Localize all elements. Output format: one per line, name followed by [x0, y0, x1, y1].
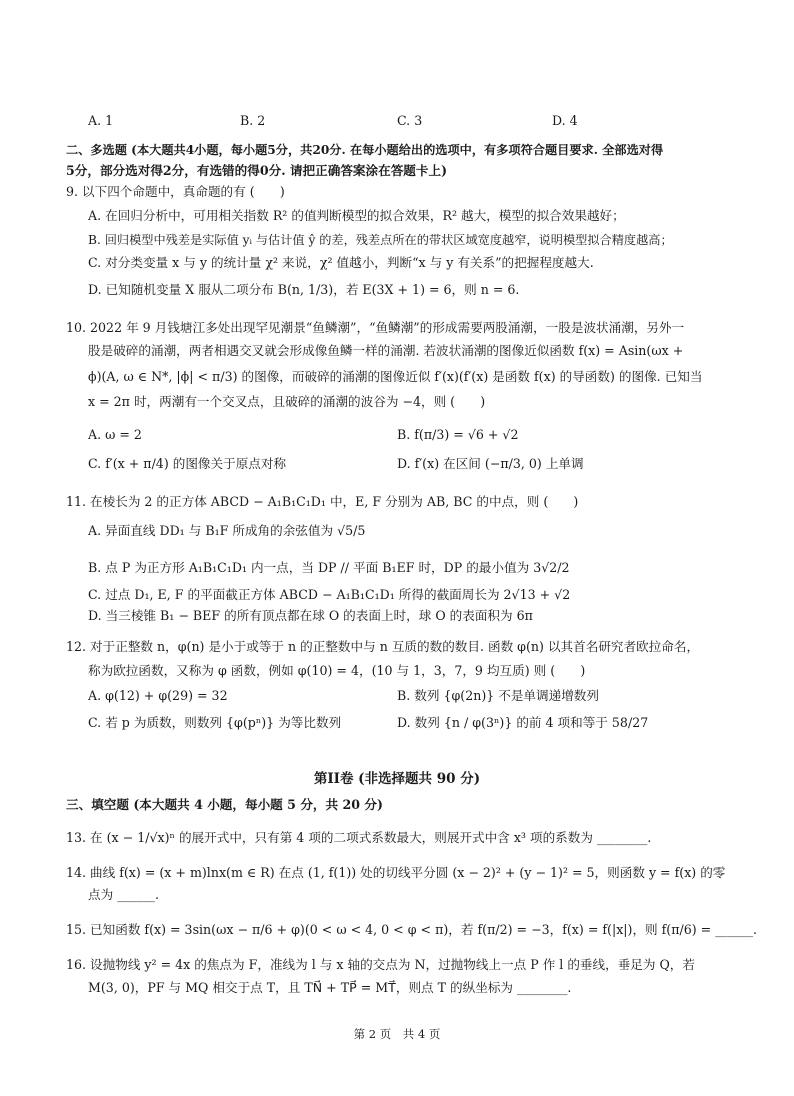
- q9-option-b: B. 回归模型中残差是实际值 yᵢ 与估计值 ŷ 的差，残差点所在的带状区域宽度越窄，说明模型拟合精度越高；: [88, 233, 673, 247]
- page-footer: 第 2 页 共 4 页: [353, 1027, 441, 1041]
- q10-line3: ϕ)(A, ω ∈ N*, |ϕ| < π/3) 的图像，而破碎的涌潮的图像近似 f′(x)(f′(x) 是函数 f(x) 的导函数) 的图像. 已知当: [88, 369, 703, 384]
- q9-option-a: A. 在回归分析中，可用相关指数 R² 的值判断模型的拟合效果，R² 越大，模型的拟合效果越好；: [88, 208, 625, 223]
- q14-line2: 点为 ______.: [88, 887, 159, 902]
- part2-title: 第II卷 (非选择题共 90 分): [313, 771, 481, 787]
- section3-header: 三、填空题 (本大题共 4 小题，每小题 5 分，共 20 分): [66, 797, 383, 812]
- q9-stem: 9. 以下四个命题中，真命题的有 ( ): [66, 184, 285, 199]
- q9-option-d: D. 已知随机变量 X 服从二项分布 B(n, 1/3)，若 E(3X + 1) = 6，则 n = 6.: [88, 282, 520, 297]
- q10-option-b: B. f(π/3) = √6 + √2: [397, 427, 519, 442]
- q10-option-c: C. f′(x + π/4) 的图像关于原点对称: [88, 456, 287, 471]
- q13-text: 13. 在 (x − 1/√x)ⁿ 的展开式中，只有第 4 项的二项式系数最大，则展开式中含 x³ 项的系数为 ________.: [66, 830, 652, 845]
- q8-option-d: D. 4: [552, 113, 578, 128]
- q12-line1: 12. 对于正整数 n，φ(n) 是小于或等于 n 的正整数中与 n 互质的数的数目. 函数 φ(n) 以其首名研究者欧拉命名，: [66, 639, 700, 654]
- q16-line2: M(3, 0)，PF 与 MQ 相交于点 T，且 TN⃗ + TP⃗ = MT⃗，则点 T 的纵坐标为 ________.: [88, 980, 572, 995]
- q12-option-b: B. 数列 {φ(2n)} 不是单调递增数列: [397, 688, 599, 703]
- q11-option-a: A. 异面直线 DD₁ 与 B₁F 所成角的余弦值为 √5/5: [88, 523, 366, 538]
- q8-option-c: C. 3: [397, 113, 423, 128]
- q12-option-a: A. φ(12) + φ(29) = 32: [88, 688, 228, 703]
- q10-option-a: A. ω = 2: [88, 427, 142, 442]
- q11-option-b: B. 点 P 为正方形 A₁B₁C₁D₁ 内一点，当 DP // 平面 B₁EF 时，DP 的最小值为 3√2/2: [88, 560, 570, 575]
- q15-text: 15. 已知函数 f(x) = 3sin(ωx − π/6 + φ)(0 < ω < 4, 0 < φ < π)，若 f(π/2) = −3，f(x) = f(|x|)，则 f(π/6) = ______.: [66, 922, 758, 937]
- q12-option-d: D. 数列 {n / φ(3ⁿ)} 的前 4 项和等于 58/27: [397, 715, 649, 730]
- q16-line1: 16. 设抛物线 y² = 4x 的焦点为 F，准线为 l 与 x 轴的交点为 N，过抛物线上一点 P 作 l 的垂线，垂足为 Q，若: [66, 957, 695, 972]
- q10-line4: x = 2π 时，两潮有一个交叉点，且破碎的涌潮的波谷为 −4，则 ( ): [88, 394, 486, 409]
- q10-line1: 10. 2022 年 9 月钱塘江多处出现罕见潮景“鱼鳞潮”，“鱼鳞潮”的形成需要两股涌潮，一股是波状涌潮，另外一: [66, 320, 685, 335]
- q9-option-c: C. 对分类变量 x 与 y 的统计量 χ² 来说，χ² 值越小，判断“x 与 y 有关系”的把握程度越大.: [88, 255, 594, 270]
- q10-option-d: D. f′(x) 在区间 (−π/3, 0) 上单调: [397, 456, 584, 471]
- q10-line2: 股是破碎的涌潮，两者相遇交叉就会形成像鱼鳞一样的涌潮. 若波状涌潮的图像近似函数 f(x) = Asin(ωx +: [88, 343, 684, 358]
- q8-option-a: A. 1: [88, 113, 114, 128]
- q11-stem: 11. 在棱长为 2 的正方体 ABCD − A₁B₁C₁D₁ 中，E, F 分别为 AB, BC 的中点，则 ( ): [66, 494, 579, 509]
- q8-option-b: B. 2: [240, 113, 266, 128]
- section2-header-line2: 5分，部分选对得2分，有选错的得0分. 请把正确答案涂在答题卡上): [66, 163, 448, 178]
- section2-header-line1: 二、多选题 (本大题共4小题，每小题5分，共20分. 在每小题给出的选项中，有多项符合题目要求. 全部选对得: [66, 143, 664, 157]
- q14-line1: 14. 曲线 f(x) = (x + m)lnx(m ∈ R) 在点 (1, f(1)) 处的切线平分圆 (x − 2)² + (y − 1)² = 5，则函数 y = f(x) 的零: [66, 865, 726, 880]
- q11-option-c: C. 过点 D₁, E, F 的平面截正方体 ABCD − A₁B₁C₁D₁ 所得的截面周长为 2√13 + √2: [88, 587, 571, 602]
- q11-option-d: D. 当三棱锥 B₁ − BEF 的所有顶点都在球 O 的表面上时，球 O 的表面积为 6π: [88, 608, 533, 623]
- q12-line2: 称为欧拉函数，又称为 φ 函数，例如 φ(10) = 4，(10 与 1，3，7，9 均互质) 则 ( ): [88, 663, 586, 678]
- q12-option-c: C. 若 p 为质数，则数列 {φ(pⁿ)} 为等比数列: [88, 715, 342, 730]
